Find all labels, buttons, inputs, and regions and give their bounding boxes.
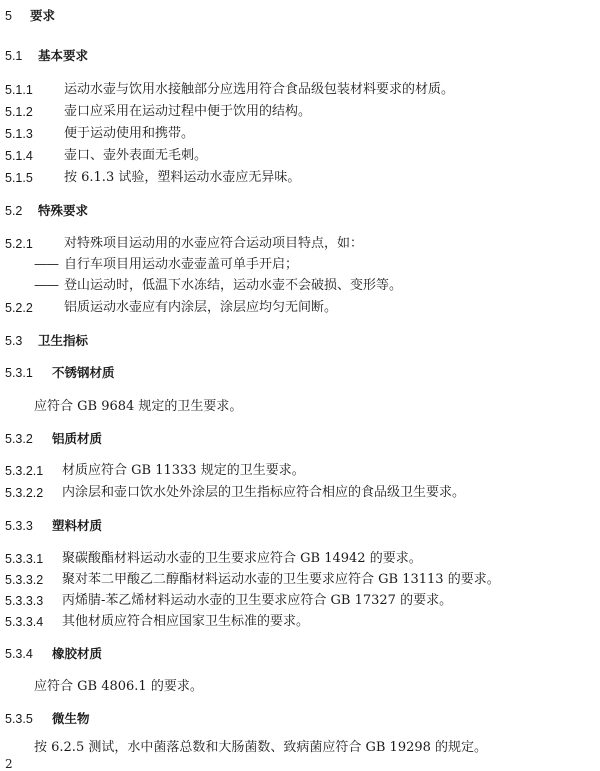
clause-text: 材质应符合 GB 11333 规定的卫生要求。	[62, 463, 305, 478]
clause-text: 聚对苯二甲酸乙二醇酯材料运动水壶的卫生要求应符合 GB 13113 的要求。	[62, 572, 500, 587]
clause-text: 运动水壶与饮用水接触部分应选用符合食品级包装材料要求的材质。	[64, 82, 455, 97]
heading-title: 基本要求	[38, 48, 89, 63]
paragraph-text: 按 6.2.5 测试，水中菌落总数和大肠菌数、致病菌应符合 GB 19298 的规定。	[34, 740, 488, 755]
heading-title: 卫生指标	[38, 333, 89, 348]
heading-title: 微生物	[52, 711, 90, 726]
dash-marker: ——	[34, 257, 58, 272]
dash-marker: ——	[34, 278, 58, 293]
clause-text: 其他材质应符合相应国家卫生标准的要求。	[62, 614, 310, 629]
list-item-text: 登山运动时，低温下水冻结，运动水壶不会破损、变形等。	[64, 278, 403, 293]
clause-text: 壶口应采用在运动过程中便于饮用的结构。	[64, 104, 312, 119]
paragraph-text: 应符合 GB 9684 规定的卫生要求。	[34, 399, 243, 414]
clause-text: 内涂层和壶口饮水处外涂层的卫生指标应符合相应的食品级卫生要求。	[62, 485, 466, 500]
list-item-text: 自行车项目用运动水壶壶盖可单手开启；	[64, 257, 299, 272]
clause-text: 按 6.1.3 试验，塑料运动水壶应无异味。	[64, 170, 301, 185]
clause-text: 铝质运动水壶应有内涂层，涂层应均匀无间断。	[64, 300, 338, 315]
page-number: 2	[5, 757, 13, 771]
clause-text: 聚碳酸酯材料运动水壶的卫生要求应符合 GB 14942 的要求。	[62, 551, 422, 566]
heading-title: 不锈钢材质	[52, 365, 115, 380]
clause-text: 壶口、壶外表面无毛刺。	[64, 148, 208, 163]
clause-text: 丙烯腈-苯乙烯材料运动水壶的卫生要求应符合 GB 17327 的要求。	[62, 593, 453, 608]
heading-title: 塑料材质	[52, 518, 103, 533]
heading-title: 橡胶材质	[52, 646, 103, 661]
heading-title: 特殊要求	[38, 203, 89, 218]
heading-title: 要求	[30, 8, 56, 23]
clause-text: 便于运动使用和携带。	[64, 126, 195, 141]
clause-text: 对特殊项目运动用的水壶应符合运动项目特点，如：	[64, 236, 364, 251]
heading-title: 铝质材质	[52, 431, 103, 446]
paragraph-text: 应符合 GB 4806.1 的要求。	[34, 679, 203, 694]
